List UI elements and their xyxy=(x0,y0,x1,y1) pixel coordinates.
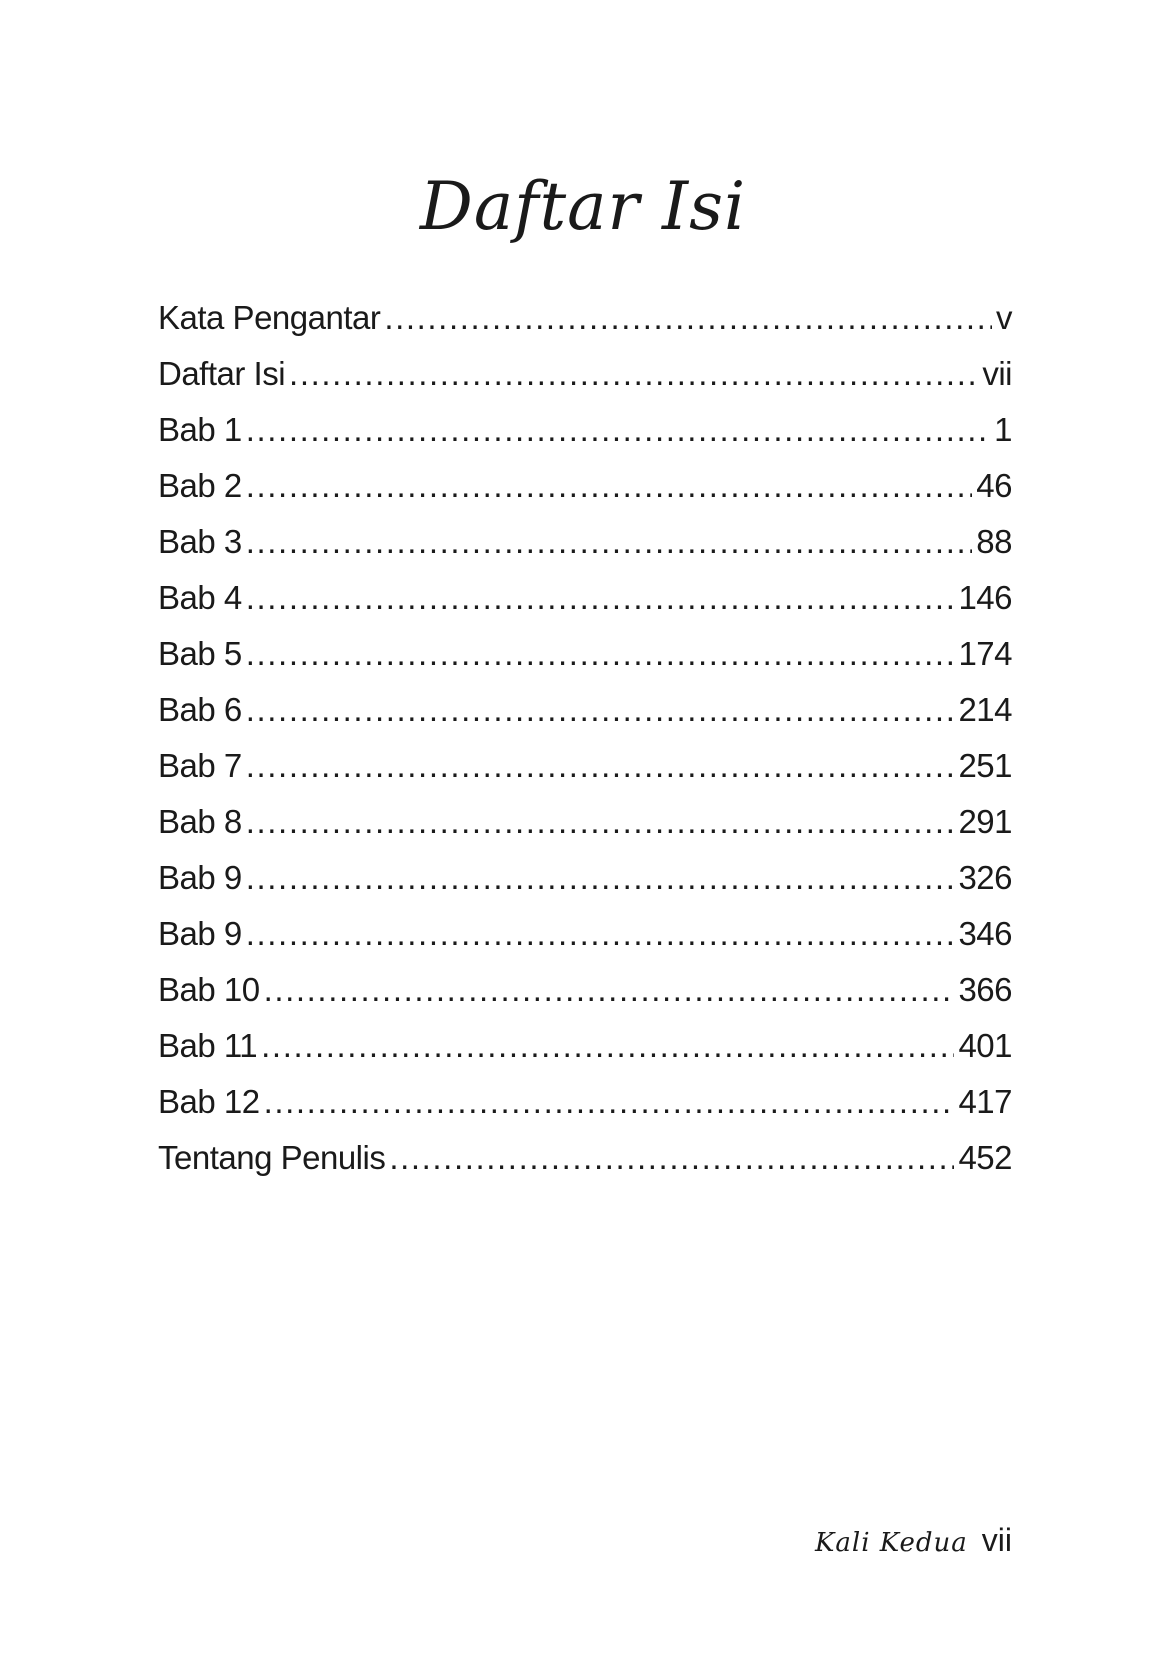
dot-leader xyxy=(246,402,990,458)
toc-entry[interactable] xyxy=(158,1130,1012,1186)
toc-entry[interactable] xyxy=(158,682,1012,738)
toc-entry-label: Bab 9 xyxy=(158,915,242,952)
toc-entry-label: Bab 4 xyxy=(158,579,242,616)
toc-entry[interactable] xyxy=(158,794,1012,850)
dot-leader xyxy=(246,682,955,738)
dot-leader xyxy=(289,346,978,402)
page-footer xyxy=(815,1522,1012,1559)
toc-entry[interactable] xyxy=(158,850,1012,906)
toc-entry[interactable] xyxy=(158,626,1012,682)
toc-entry[interactable] xyxy=(158,1074,1012,1130)
dot-leader xyxy=(264,962,955,1018)
dot-leader xyxy=(246,906,955,962)
toc-entry-page: 452 xyxy=(958,1139,1012,1176)
dot-leader xyxy=(389,1130,954,1186)
toc-entry-page: 417 xyxy=(958,1083,1012,1120)
dot-leader xyxy=(246,850,955,906)
toc-entry-label: Bab 6 xyxy=(158,691,242,728)
page-title: Daftar Isi xyxy=(419,168,747,246)
toc-entry-label: Bab 12 xyxy=(158,1083,260,1120)
toc-entry-label: Bab 7 xyxy=(158,747,242,784)
toc-entry[interactable] xyxy=(158,1018,1012,1074)
toc-entry-page: 46 xyxy=(976,467,1012,504)
toc-entry-label: Tentang Penulis xyxy=(158,1139,386,1176)
toc-entry-label: Bab 3 xyxy=(158,523,242,560)
dot-leader xyxy=(264,1074,955,1130)
table-of-contents xyxy=(158,290,1012,1186)
toc-entry-page: 366 xyxy=(958,971,1012,1008)
dot-leader xyxy=(246,570,955,626)
toc-entry-page: 214 xyxy=(958,691,1012,728)
toc-entry[interactable] xyxy=(158,570,1012,626)
dot-leader xyxy=(261,1018,954,1074)
toc-entry[interactable] xyxy=(158,290,1012,346)
footer-book-title: Kali Kedua xyxy=(814,1528,968,1558)
toc-entry[interactable] xyxy=(158,514,1012,570)
toc-entry-label: Bab 8 xyxy=(158,803,242,840)
toc-entry[interactable] xyxy=(158,906,1012,962)
dot-leader xyxy=(246,458,973,514)
toc-entry[interactable] xyxy=(158,458,1012,514)
toc-entry-page: 88 xyxy=(976,523,1012,560)
toc-entry-label: Kata Pengantar xyxy=(158,299,381,336)
toc-entry-page: 251 xyxy=(958,747,1012,784)
toc-entry-page: 174 xyxy=(958,635,1012,672)
toc-entry-label: Bab 9 xyxy=(158,859,242,896)
toc-entry-page: 326 xyxy=(958,859,1012,896)
toc-entry-label: Bab 11 xyxy=(158,1027,258,1064)
dot-leader xyxy=(384,290,992,346)
toc-entry-page: 146 xyxy=(958,579,1012,616)
toc-entry-label: Bab 5 xyxy=(158,635,242,672)
dot-leader xyxy=(246,738,955,794)
toc-entry-label: Bab 2 xyxy=(158,467,242,504)
toc-entry[interactable] xyxy=(158,962,1012,1018)
toc-entry[interactable] xyxy=(158,346,1012,402)
toc-entry-page: 346 xyxy=(958,915,1012,952)
toc-entry-label: Daftar Isi xyxy=(158,355,286,392)
toc-entry-page: 401 xyxy=(958,1027,1012,1064)
footer-page-number: vii xyxy=(981,1522,1012,1558)
toc-entry[interactable] xyxy=(158,738,1012,794)
dot-leader xyxy=(246,514,973,570)
dot-leader xyxy=(246,794,955,850)
toc-entry-page: 1 xyxy=(994,411,1012,448)
toc-entry-page: v xyxy=(996,299,1012,336)
toc-entry-label: Bab 1 xyxy=(158,411,242,448)
dot-leader xyxy=(246,626,955,682)
toc-entry[interactable] xyxy=(158,402,1012,458)
toc-entry-page: 291 xyxy=(958,803,1012,840)
toc-entry-page: vii xyxy=(982,355,1012,392)
toc-entry-label: Bab 10 xyxy=(158,971,260,1008)
